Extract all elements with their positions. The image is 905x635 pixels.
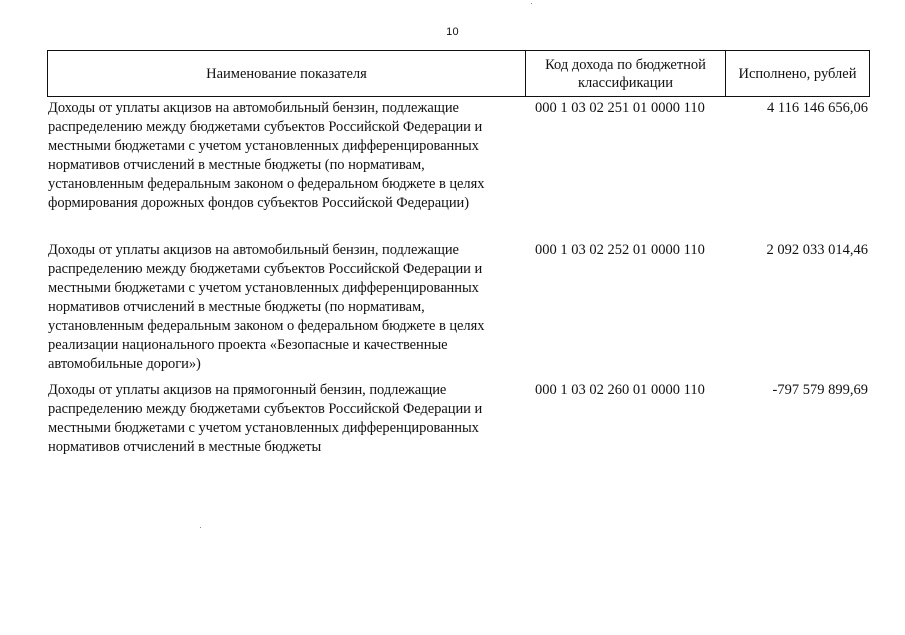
income-code-cell: 000 1 03 02 260 01 0000 110 [535,382,705,398]
table-row [48,381,870,461]
table-row [48,241,870,381]
income-code-cell: 000 1 03 02 252 01 0000 110 [535,242,705,258]
table-header [47,50,870,97]
scan-speck [531,3,532,4]
table-row [48,99,870,241]
indicator-name-cell: Доходы от уплаты акцизов на автомобильный бензин, подлежащие распределению между бюджетами субъектов Российской Федерации и местными бюджетами с учетом установленных дифференцированных нормативов отчислений в местные бюджеты (по нормативам, установленным федеральным законом о федеральном бюджете в целях формирования дорожных фондов субъектов Российской Федерации) [48,100,485,211]
income-code-cell: 000 1 03 02 251 01 0000 110 [535,100,705,116]
indicator-name-cell: Доходы от уплаты акцизов на прямогонный бензин, подлежащие распределению между бюджетами субъектов Российской Федерации и местными бюджетами с учетом установленных дифференцированных нормативов отчислений в местные бюджеты [48,382,483,455]
executed-amount-cell: -797 579 899,69 [772,382,868,398]
indicator-name-cell: Доходы от уплаты акцизов на автомобильный бензин, подлежащие распределению между бюджетами субъектов Российской Федерации и местными бюджетами с учетом установленных дифференцированных нормативов отчислений в местные бюджеты (по нормативам, установленным федеральным законом о федеральном бюджете в целях реализации национального проекта «Безопасные и качественные автомобильные дороги») [48,242,485,372]
executed-amount-cell: 2 092 033 014,46 [766,242,868,258]
header-income-code: Код дохода по бюджетной классификации [526,51,726,96]
header-executed-rubles: Исполнено, рублей [738,65,857,82]
scan-speck [200,527,201,528]
table-body [48,99,870,461]
header-indicator-name: Наименование показателя [48,51,526,96]
page-number: 10 [446,26,459,38]
executed-amount-cell: 4 116 146 656,06 [767,100,868,116]
